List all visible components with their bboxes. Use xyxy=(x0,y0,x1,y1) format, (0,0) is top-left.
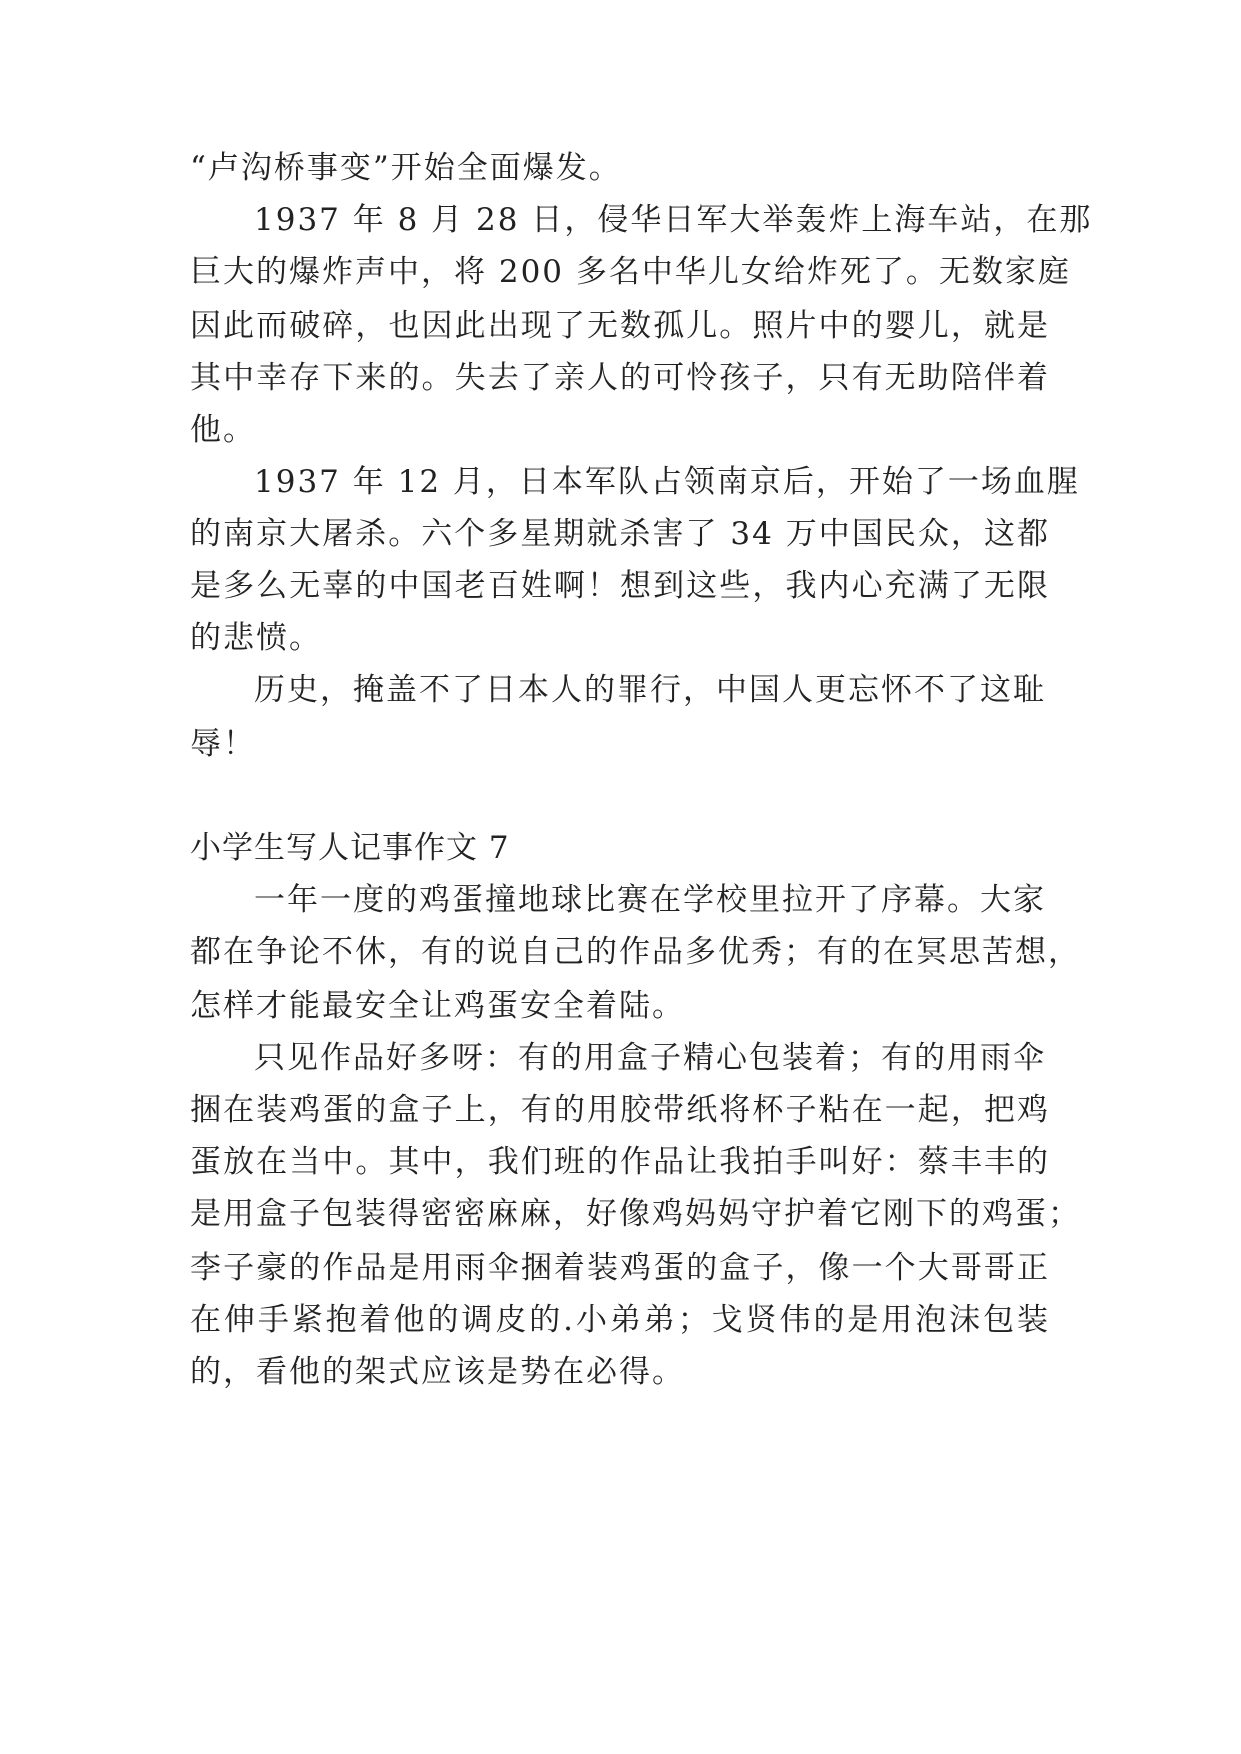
text-line: 在伸手紧抱着他的调皮的.小弟弟；戈贤伟的是用泡沫包装 xyxy=(190,1302,1050,1338)
text-line: 蛋放在当中。其中，我们班的作品让我拍手叫好：蔡丰丰的 xyxy=(190,1144,1050,1180)
paragraph-first-line: 一年一度的鸡蛋撞地球比赛在学校里拉开了序幕。大家 xyxy=(254,882,1046,918)
text-line: 李子豪的作品是用雨伞捆着装鸡蛋的盒子，像一个大哥哥正 xyxy=(190,1250,1050,1286)
text-line: 都在争论不休，有的说自己的作品多优秀；有的在冥思苦想， xyxy=(190,934,1081,970)
paragraph-first-line: 1937 年 8 月 28 日，侵华日军大举轰炸上海车站，在那 xyxy=(254,202,1093,238)
paragraph-first-line: 1937 年 12 月，日本军队占领南京后，开始了一场血腥 xyxy=(254,464,1080,500)
paragraph-first-line: 历史，掩盖不了日本人的罪行，中国人更忘怀不了这耻 xyxy=(254,672,1046,708)
text-line: 捆在装鸡蛋的盒子上，有的用胶带纸将杯子粘在一起，把鸡 xyxy=(190,1092,1050,1128)
text-line: 是用盒子包装得密密麻麻，好像鸡妈妈守护着它刚下的鸡蛋； xyxy=(190,1196,1081,1232)
text-line: 因此而破碎，也因此出现了无数孤儿。照片中的婴儿，就是 xyxy=(190,308,1050,344)
text-line: 怎样才能最安全让鸡蛋安全着陆。 xyxy=(190,988,685,1024)
text-line: 的悲愤。 xyxy=(190,620,322,656)
text-line: 巨大的爆炸声中，将 200 多名中华儿女给炸死了。无数家庭 xyxy=(190,254,1071,290)
text-line: 他。 xyxy=(190,412,256,448)
text-line: “卢沟桥事变”开始全面爆发。 xyxy=(190,150,622,186)
text-line: 其中幸存下来的。失去了亲人的可怜孩子，只有无助陪伴着 xyxy=(190,360,1050,396)
text-line: 的南京大屠杀。六个多星期就杀害了 34 万中国民众，这都 xyxy=(190,516,1050,552)
paragraph-first-line: 只见作品好多呀：有的用盒子精心包装着；有的用雨伞 xyxy=(254,1040,1046,1076)
text-line: 是多么无辜的中国老百姓啊！想到这些，我内心充满了无限 xyxy=(190,568,1050,604)
text-line: 辱！ xyxy=(190,726,256,762)
section-heading: 小学生写人记事作文 7 xyxy=(190,830,510,866)
text-line: 的，看他的架式应该是势在必得。 xyxy=(190,1354,685,1390)
